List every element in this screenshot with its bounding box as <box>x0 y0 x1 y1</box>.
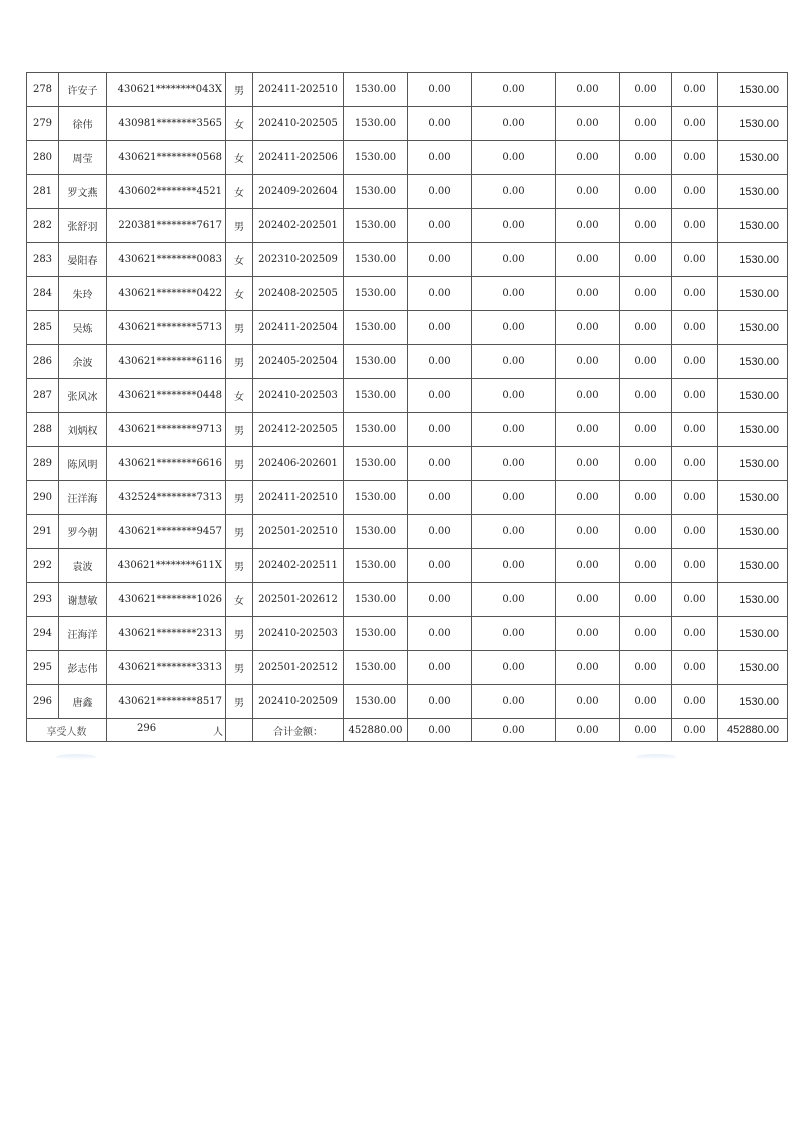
table-row <box>27 311 788 345</box>
row-number-cell: 293 <box>27 583 59 617</box>
row-total-cell: 1530.00 <box>718 651 788 685</box>
table-row <box>27 549 788 583</box>
amount-d-cell: 0.00 <box>556 73 620 107</box>
amount-d-cell: 0.00 <box>556 175 620 209</box>
table-row <box>27 209 788 243</box>
amount-e-cell: 0.00 <box>620 447 672 481</box>
amount-c-cell: 0.00 <box>472 413 556 447</box>
table-row <box>27 243 788 277</box>
amount-b-cell: 0.00 <box>408 107 472 141</box>
row-total-cell: 1530.00 <box>718 73 788 107</box>
person-name-cell: 张舒羽 <box>59 209 107 243</box>
id-number-cell: 430981********3565 <box>107 107 226 141</box>
person-name-cell: 谢慧敏 <box>59 583 107 617</box>
subsidy-period-cell: 202411-202504 <box>253 311 344 345</box>
amount-d-cell: 0.00 <box>556 549 620 583</box>
amount-c-cell: 0.00 <box>472 73 556 107</box>
amount-b-cell: 0.00 <box>408 73 472 107</box>
gender-cell: 男 <box>226 447 253 481</box>
subsidy-period-cell: 202410-202505 <box>253 107 344 141</box>
amount-f-cell: 0.00 <box>672 73 718 107</box>
amount-a-cell: 1530.00 <box>344 549 408 583</box>
subsidy-period-cell: 202406-202601 <box>253 447 344 481</box>
amount-c-cell: 0.00 <box>472 617 556 651</box>
amount-a-cell: 1530.00 <box>344 209 408 243</box>
subsidy-period-cell: 202402-202501 <box>253 209 344 243</box>
table-row <box>27 583 788 617</box>
amount-d-cell: 0.00 <box>556 345 620 379</box>
subsidy-period-cell: 202310-202509 <box>253 243 344 277</box>
subsidy-period-cell: 202410-202503 <box>253 617 344 651</box>
amount-c-cell: 0.00 <box>472 345 556 379</box>
row-total-cell: 1530.00 <box>718 617 788 651</box>
amount-b-cell: 0.00 <box>408 345 472 379</box>
amount-b-cell: 0.00 <box>408 379 472 413</box>
amount-e-cell: 0.00 <box>620 617 672 651</box>
id-number-cell: 430602********4521 <box>107 175 226 209</box>
recipient-count-label: 享受人数 <box>27 719 107 742</box>
amount-f-cell: 0.00 <box>672 413 718 447</box>
amount-d-cell: 0.00 <box>556 617 620 651</box>
amount-a-cell: 1530.00 <box>344 447 408 481</box>
person-name-cell: 吴炼 <box>59 311 107 345</box>
amount-a-cell: 1530.00 <box>344 617 408 651</box>
table-row <box>27 617 788 651</box>
subsidy-period-cell: 202410-202509 <box>253 685 344 719</box>
amount-c-cell: 0.00 <box>472 583 556 617</box>
gender-cell: 男 <box>226 685 253 719</box>
gender-cell: 女 <box>226 379 253 413</box>
row-number-cell: 280 <box>27 141 59 175</box>
table-row <box>27 651 788 685</box>
amount-b-cell: 0.00 <box>408 141 472 175</box>
amount-e-cell: 0.00 <box>620 515 672 549</box>
amount-c-cell: 0.00 <box>472 311 556 345</box>
amount-d-cell: 0.00 <box>556 685 620 719</box>
amount-e-cell: 0.00 <box>620 413 672 447</box>
amount-a-cell: 1530.00 <box>344 651 408 685</box>
amount-a-cell: 1530.00 <box>344 583 408 617</box>
amount-a-cell: 1530.00 <box>344 379 408 413</box>
amount-f-cell: 0.00 <box>672 345 718 379</box>
amount-f-cell: 0.00 <box>672 107 718 141</box>
amount-f-cell: 0.00 <box>672 141 718 175</box>
subsidy-period-cell: 202501-202612 <box>253 583 344 617</box>
subsidy-period-cell: 202410-202503 <box>253 379 344 413</box>
gender-cell: 男 <box>226 413 253 447</box>
row-number-cell: 296 <box>27 685 59 719</box>
subsidy-period-cell: 202411-202506 <box>253 141 344 175</box>
id-number-cell: 430621********6116 <box>107 345 226 379</box>
amount-d-cell: 0.00 <box>556 447 620 481</box>
gender-cell: 女 <box>226 243 253 277</box>
id-number-cell: 430621********9457 <box>107 515 226 549</box>
recipient-count: 296 <box>137 722 157 734</box>
amount-c-cell: 0.00 <box>472 685 556 719</box>
seal-mark-right <box>636 754 676 760</box>
sum-amount-e: 0.00 <box>620 719 672 742</box>
amount-b-cell: 0.00 <box>408 481 472 515</box>
table-row <box>27 481 788 515</box>
amount-e-cell: 0.00 <box>620 583 672 617</box>
row-number-cell: 285 <box>27 311 59 345</box>
row-number-cell: 279 <box>27 107 59 141</box>
row-number-cell: 282 <box>27 209 59 243</box>
table-row <box>27 447 788 481</box>
amount-c-cell: 0.00 <box>472 549 556 583</box>
amount-b-cell: 0.00 <box>408 447 472 481</box>
recipient-count-unit: 人 <box>213 726 223 738</box>
amount-d-cell: 0.00 <box>556 107 620 141</box>
amount-f-cell: 0.00 <box>672 583 718 617</box>
amount-b-cell: 0.00 <box>408 549 472 583</box>
subsidy-table-sheet <box>26 72 788 742</box>
table-row <box>27 345 788 379</box>
id-number-cell: 430621********9713 <box>107 413 226 447</box>
person-name-cell: 唐鑫 <box>59 685 107 719</box>
amount-a-cell: 1530.00 <box>344 685 408 719</box>
gender-cell: 男 <box>226 345 253 379</box>
id-number-cell: 430621********1026 <box>107 583 226 617</box>
sum-label: 合计金额： <box>253 719 344 742</box>
amount-d-cell: 0.00 <box>556 515 620 549</box>
subsidy-table <box>26 72 788 742</box>
id-number-cell: 430621********3313 <box>107 651 226 685</box>
amount-f-cell: 0.00 <box>672 651 718 685</box>
id-number-cell: 220381********7617 <box>107 209 226 243</box>
row-number-cell: 284 <box>27 277 59 311</box>
row-number-cell: 286 <box>27 345 59 379</box>
amount-b-cell: 0.00 <box>408 243 472 277</box>
amount-b-cell: 0.00 <box>408 277 472 311</box>
amount-a-cell: 1530.00 <box>344 73 408 107</box>
person-name-cell: 罗文燕 <box>59 175 107 209</box>
sum-total: 452880.00 <box>718 719 788 742</box>
amount-a-cell: 1530.00 <box>344 141 408 175</box>
person-name-cell: 周莹 <box>59 141 107 175</box>
recipient-count-cell <box>107 719 226 742</box>
person-name-cell: 陈风明 <box>59 447 107 481</box>
amount-f-cell: 0.00 <box>672 515 718 549</box>
amount-f-cell: 0.00 <box>672 549 718 583</box>
id-number-cell: 430621********8517 <box>107 685 226 719</box>
amount-f-cell: 0.00 <box>672 481 718 515</box>
gender-cell: 男 <box>226 209 253 243</box>
row-number-cell: 294 <box>27 617 59 651</box>
amount-c-cell: 0.00 <box>472 277 556 311</box>
sum-amount-b: 0.00 <box>408 719 472 742</box>
row-total-cell: 1530.00 <box>718 209 788 243</box>
subsidy-period-cell: 202411-202510 <box>253 481 344 515</box>
amount-f-cell: 0.00 <box>672 175 718 209</box>
amount-a-cell: 1530.00 <box>344 277 408 311</box>
amount-b-cell: 0.00 <box>408 413 472 447</box>
row-total-cell: 1530.00 <box>718 277 788 311</box>
seal-mark-left <box>56 754 96 760</box>
table-row <box>27 175 788 209</box>
gender-cell: 女 <box>226 175 253 209</box>
row-total-cell: 1530.00 <box>718 515 788 549</box>
row-number-cell: 288 <box>27 413 59 447</box>
amount-f-cell: 0.00 <box>672 617 718 651</box>
amount-f-cell: 0.00 <box>672 379 718 413</box>
amount-c-cell: 0.00 <box>472 209 556 243</box>
amount-f-cell: 0.00 <box>672 277 718 311</box>
gender-cell: 男 <box>226 515 253 549</box>
amount-d-cell: 0.00 <box>556 583 620 617</box>
person-name-cell: 晏阳春 <box>59 243 107 277</box>
id-number-cell: 430621********2313 <box>107 617 226 651</box>
row-total-cell: 1530.00 <box>718 583 788 617</box>
person-name-cell: 汪海洋 <box>59 617 107 651</box>
table-row <box>27 141 788 175</box>
sum-amount-d: 0.00 <box>556 719 620 742</box>
amount-b-cell: 0.00 <box>408 651 472 685</box>
sum-amount-c: 0.00 <box>472 719 556 742</box>
subsidy-period-cell: 202405-202504 <box>253 345 344 379</box>
row-number-cell: 281 <box>27 175 59 209</box>
amount-c-cell: 0.00 <box>472 379 556 413</box>
amount-f-cell: 0.00 <box>672 209 718 243</box>
row-number-cell: 291 <box>27 515 59 549</box>
id-number-cell: 430621********0422 <box>107 277 226 311</box>
amount-e-cell: 0.00 <box>620 345 672 379</box>
subsidy-period-cell: 202409-202604 <box>253 175 344 209</box>
row-number-cell: 289 <box>27 447 59 481</box>
gender-cell: 女 <box>226 277 253 311</box>
table-row <box>27 379 788 413</box>
person-name-cell: 刘炳权 <box>59 413 107 447</box>
amount-c-cell: 0.00 <box>472 175 556 209</box>
amount-d-cell: 0.00 <box>556 413 620 447</box>
amount-d-cell: 0.00 <box>556 481 620 515</box>
gender-cell: 男 <box>226 73 253 107</box>
amount-d-cell: 0.00 <box>556 209 620 243</box>
amount-c-cell: 0.00 <box>472 447 556 481</box>
table-row <box>27 685 788 719</box>
subsidy-period-cell: 202501-202510 <box>253 515 344 549</box>
sum-amount-a: 452880.00 <box>344 719 408 742</box>
person-name-cell: 袁波 <box>59 549 107 583</box>
row-number-cell: 287 <box>27 379 59 413</box>
person-name-cell: 许安子 <box>59 73 107 107</box>
amount-e-cell: 0.00 <box>620 311 672 345</box>
amount-d-cell: 0.00 <box>556 379 620 413</box>
amount-e-cell: 0.00 <box>620 209 672 243</box>
amount-c-cell: 0.00 <box>472 651 556 685</box>
amount-a-cell: 1530.00 <box>344 345 408 379</box>
person-name-cell: 余波 <box>59 345 107 379</box>
amount-e-cell: 0.00 <box>620 685 672 719</box>
row-number-cell: 278 <box>27 73 59 107</box>
row-number-cell: 295 <box>27 651 59 685</box>
amount-c-cell: 0.00 <box>472 243 556 277</box>
amount-a-cell: 1530.00 <box>344 243 408 277</box>
id-number-cell: 430621********043X <box>107 73 226 107</box>
row-total-cell: 1530.00 <box>718 107 788 141</box>
amount-f-cell: 0.00 <box>672 447 718 481</box>
id-number-cell: 430621********611X <box>107 549 226 583</box>
amount-b-cell: 0.00 <box>408 617 472 651</box>
id-number-cell: 430621********0568 <box>107 141 226 175</box>
amount-f-cell: 0.00 <box>672 685 718 719</box>
amount-a-cell: 1530.00 <box>344 481 408 515</box>
amount-b-cell: 0.00 <box>408 583 472 617</box>
row-total-cell: 1530.00 <box>718 447 788 481</box>
table-row <box>27 413 788 447</box>
amount-e-cell: 0.00 <box>620 107 672 141</box>
subsidy-period-cell: 202411-202510 <box>253 73 344 107</box>
id-number-cell: 430621********0083 <box>107 243 226 277</box>
amount-e-cell: 0.00 <box>620 379 672 413</box>
row-total-cell: 1530.00 <box>718 311 788 345</box>
amount-e-cell: 0.00 <box>620 175 672 209</box>
table-row <box>27 277 788 311</box>
amount-c-cell: 0.00 <box>472 141 556 175</box>
amount-e-cell: 0.00 <box>620 73 672 107</box>
row-number-cell: 292 <box>27 549 59 583</box>
amount-d-cell: 0.00 <box>556 311 620 345</box>
subsidy-period-cell: 202402-202511 <box>253 549 344 583</box>
row-total-cell: 1530.00 <box>718 345 788 379</box>
row-total-cell: 1530.00 <box>718 379 788 413</box>
amount-a-cell: 1530.00 <box>344 175 408 209</box>
person-name-cell: 张风冰 <box>59 379 107 413</box>
amount-e-cell: 0.00 <box>620 481 672 515</box>
person-name-cell: 朱玲 <box>59 277 107 311</box>
amount-e-cell: 0.00 <box>620 651 672 685</box>
row-total-cell: 1530.00 <box>718 413 788 447</box>
sum-amount-f: 0.00 <box>672 719 718 742</box>
id-number-cell: 432524********7313 <box>107 481 226 515</box>
amount-f-cell: 0.00 <box>672 311 718 345</box>
row-total-cell: 1530.00 <box>718 175 788 209</box>
person-name-cell: 罗今朝 <box>59 515 107 549</box>
gender-cell: 女 <box>226 583 253 617</box>
row-total-cell: 1530.00 <box>718 685 788 719</box>
amount-f-cell: 0.00 <box>672 243 718 277</box>
row-total-cell: 1530.00 <box>718 141 788 175</box>
amount-c-cell: 0.00 <box>472 107 556 141</box>
subsidy-period-cell: 202408-202505 <box>253 277 344 311</box>
amount-b-cell: 0.00 <box>408 311 472 345</box>
row-total-cell: 1530.00 <box>718 481 788 515</box>
amount-b-cell: 0.00 <box>408 515 472 549</box>
amount-e-cell: 0.00 <box>620 141 672 175</box>
gender-cell: 男 <box>226 311 253 345</box>
subsidy-period-cell: 202412-202505 <box>253 413 344 447</box>
amount-d-cell: 0.00 <box>556 141 620 175</box>
amount-a-cell: 1530.00 <box>344 413 408 447</box>
id-number-cell: 430621********6616 <box>107 447 226 481</box>
amount-d-cell: 0.00 <box>556 243 620 277</box>
row-number-cell: 283 <box>27 243 59 277</box>
summary-empty-cell <box>226 719 253 742</box>
amount-e-cell: 0.00 <box>620 277 672 311</box>
gender-cell: 女 <box>226 107 253 141</box>
amount-a-cell: 1530.00 <box>344 515 408 549</box>
table-row <box>27 107 788 141</box>
gender-cell: 男 <box>226 651 253 685</box>
row-total-cell: 1530.00 <box>718 549 788 583</box>
summary-row <box>27 719 788 742</box>
table-row <box>27 515 788 549</box>
amount-a-cell: 1530.00 <box>344 311 408 345</box>
gender-cell: 男 <box>226 549 253 583</box>
person-name-cell: 彭志伟 <box>59 651 107 685</box>
gender-cell: 女 <box>226 141 253 175</box>
id-number-cell: 430621********0448 <box>107 379 226 413</box>
gender-cell: 男 <box>226 481 253 515</box>
row-number-cell: 290 <box>27 481 59 515</box>
person-name-cell: 徐伟 <box>59 107 107 141</box>
id-number-cell: 430621********5713 <box>107 311 226 345</box>
person-name-cell: 汪洋海 <box>59 481 107 515</box>
subsidy-period-cell: 202501-202512 <box>253 651 344 685</box>
amount-c-cell: 0.00 <box>472 515 556 549</box>
amount-e-cell: 0.00 <box>620 243 672 277</box>
amount-b-cell: 0.00 <box>408 209 472 243</box>
row-total-cell: 1530.00 <box>718 243 788 277</box>
amount-b-cell: 0.00 <box>408 685 472 719</box>
amount-d-cell: 0.00 <box>556 651 620 685</box>
amount-d-cell: 0.00 <box>556 277 620 311</box>
amount-a-cell: 1530.00 <box>344 107 408 141</box>
gender-cell: 男 <box>226 617 253 651</box>
amount-e-cell: 0.00 <box>620 549 672 583</box>
amount-b-cell: 0.00 <box>408 175 472 209</box>
amount-c-cell: 0.00 <box>472 481 556 515</box>
table-body <box>27 73 788 719</box>
table-row <box>27 73 788 107</box>
